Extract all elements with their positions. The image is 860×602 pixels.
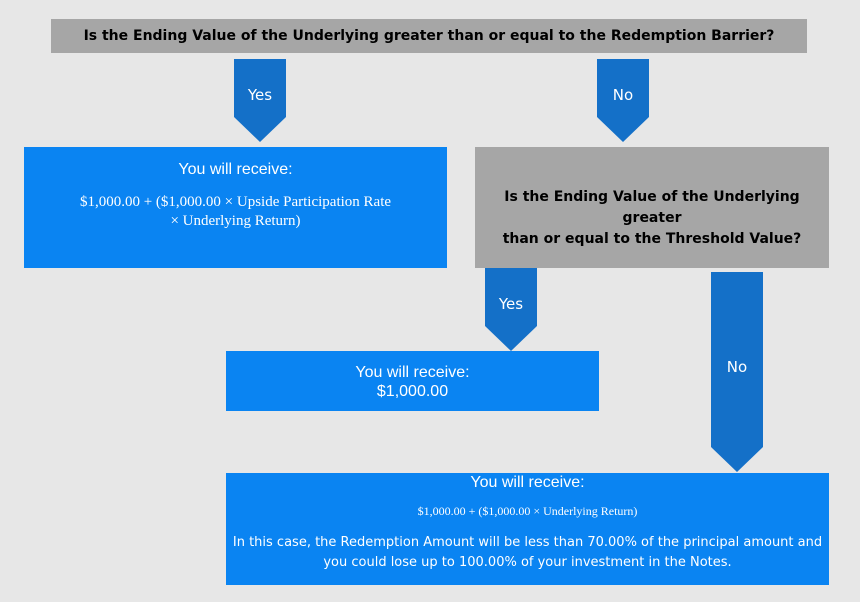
no-arrow-1-label: No	[612, 86, 634, 104]
result-below-threshold-heading: You will receive:	[470, 474, 585, 491]
result-below-threshold-note-line1: In this case, the Redemption Amount will be less than 70.00% of the principal amount and	[232, 535, 823, 550]
result-below-threshold-note-line2: you could lose up to 100.00% of your investment in the Notes.	[323, 555, 732, 570]
question-redemption-barrier-text: Is the Ending Value of the Underlying greater than or equal to the Redemption Barrier?	[83, 28, 775, 44]
result-above-barrier-heading: You will receive:	[178, 161, 293, 178]
result-above-barrier	[24, 147, 447, 268]
result-below-threshold-note	[226, 533, 829, 573]
result-above-barrier-formula-line1: $1,000.00 + ($1,000.00 × Upside Participation Rate	[79, 194, 392, 210]
result-below-threshold-formula: $1,000.00 + ($1,000.00 × Underlying Return)	[417, 504, 638, 518]
yes-arrow-1-label: Yes	[247, 86, 273, 104]
result-above-barrier-formula	[24, 193, 447, 231]
result-below-threshold	[226, 473, 829, 585]
result-above-barrier-formula-line2: × Underlying Return)	[170, 213, 301, 229]
yes-arrow-2-label: Yes	[498, 295, 524, 313]
question-threshold-value	[475, 147, 829, 268]
question-redemption-barrier	[51, 19, 807, 53]
result-above-threshold-amount: $1,000.00	[376, 383, 449, 400]
no-arrow-2-label: No	[726, 358, 748, 376]
question-threshold-value-line2: than or equal to the Threshold Value?	[502, 231, 802, 247]
question-threshold-value-line1: Is the Ending Value of the Underlying greater	[504, 189, 800, 226]
result-above-threshold	[226, 351, 599, 411]
result-above-threshold-heading: You will receive:	[355, 364, 470, 381]
